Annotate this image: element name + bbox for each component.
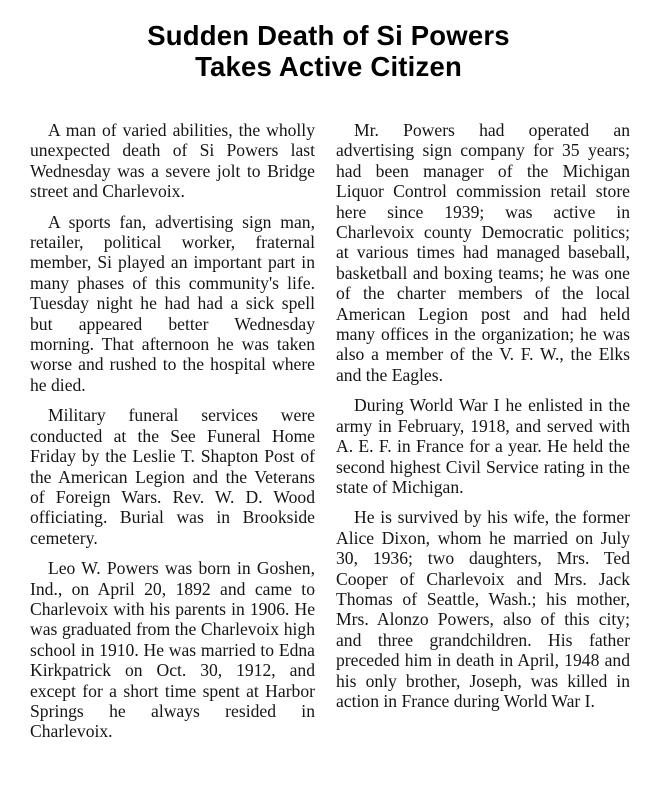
- paragraph-intro: A man of varied abilities, the wholly unexpected death of Si Powers last Wednesday was a severe jolt to Bridge street and Charlevoix.: [30, 120, 315, 202]
- paragraph-military-service: During World War I he enlisted in the army in February, 1918, and served with A. E. F. in France for a year. He held the second highest Civil Service rating in the state of Michigan.: [336, 395, 630, 497]
- headline: [0, 20, 657, 82]
- paragraph-biography: Leo W. Powers was born in Goshen, Ind., on April 20, 1892 and came to Charlevoix with his parents in 1906. He was graduated from the Charlevoix high school in 1910. He was married to Edna Kirkpatrick on Oct. 30, 1912, and except for a short time spent at Harbor Springs he always resided in Charlevoix.: [30, 558, 315, 742]
- paragraph-funeral-services: Military funeral services were conducted at the See Funeral Home Friday by the Leslie T. Shapton Post of the American Legion and the Veterans of Foreign Wars. Rev. W. D. Wood officiating. Burial was in Brookside cemetery.: [30, 405, 315, 548]
- left-column: [30, 120, 315, 752]
- paragraph-career: Mr. Powers had operated an advertising sign company for 35 years; had been manager of the Michigan Liquor Control commission retail store here since 1939; was active in Charlevoix county Democratic politics; at various times had managed baseball, basketball and boxing teams; he was one of the charter members of the local American Legion post and had held many offices in the organization; he was also a member of the V. F. W., the Elks and the Eagles.: [336, 120, 630, 385]
- headline-line-1: Sudden Death of Si Powers: [147, 20, 510, 51]
- paragraph-survivors: He is survived by his wife, the former Alice Dixon, whom he married on July 30, 1936; two daughters, Mrs. Ted Cooper of Charlevoix and Mrs. Jack Thomas of Seattle, Wash.; his mother, Mrs. Alonzo Powers, also of this city; and three grandchildren. His father preceded him in death in April, 1948 and his only brother, Joseph, was killed in action in France during World War I.: [336, 507, 630, 711]
- paragraph-community-role: A sports fan, advertising sign man, retailer, political worker, fraternal member, Si played an important part in many phases of this community's life. Tuesday night he had had a sick spell but appeared better Wednesday morning. That afternoon he was taken worse and rushed to the hospital where he died.: [30, 211, 315, 395]
- headline-line-2: Takes Active Citizen: [195, 51, 462, 82]
- right-column: [336, 120, 630, 721]
